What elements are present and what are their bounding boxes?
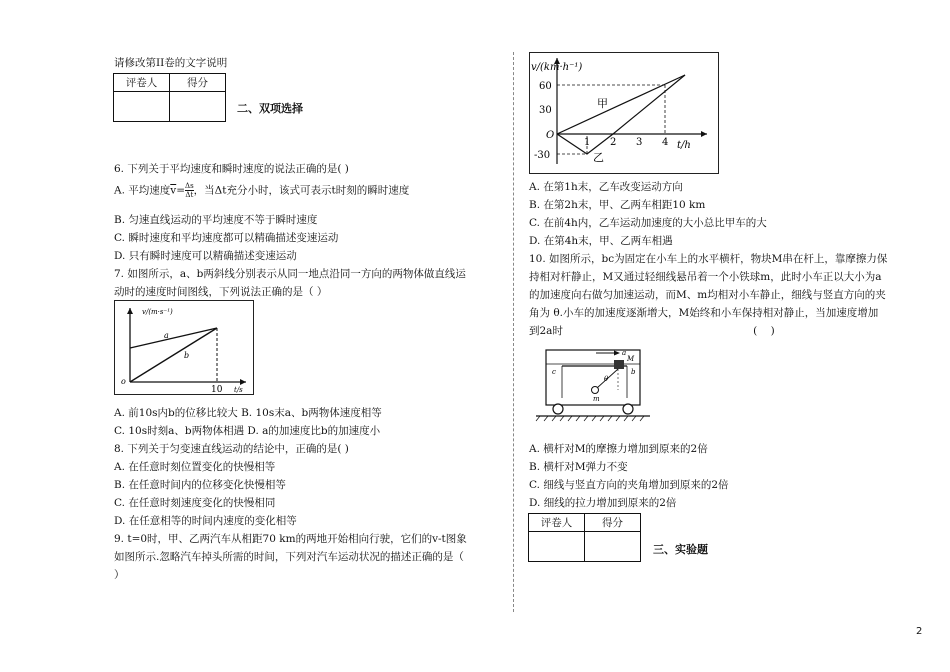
q8-option-d: D. 在任意相等的时间内速度的变化相等 <box>114 515 297 527</box>
q7-xtick-10: 10 <box>211 385 223 395</box>
q6-option-a <box>114 182 409 199</box>
q10-option-d: D. 细线的拉力增加到原来的2倍 <box>529 497 677 509</box>
q9-option-c: C. 在前4h内，乙车运动加速度的大小总比甲车的大 <box>529 217 767 229</box>
q6-option-b: B. 匀速直线运动的平均速度不等于瞬时速度 <box>114 214 318 226</box>
q9-ytick-neg30: -30 <box>534 150 551 161</box>
q6-option-c: C. 瞬时速度和平均速度都可以精确描述变速运动 <box>114 232 339 244</box>
q6-a-eq: = <box>176 184 186 197</box>
q10-label-a: a <box>622 349 627 357</box>
grader-label: 评卷人 <box>529 514 585 532</box>
q10-label-c: c <box>552 368 556 376</box>
q6-a-fraction <box>185 182 194 199</box>
q7-label-a: a <box>164 331 169 340</box>
q8-option-b: B. 在任意时间内的位移变化快慢相等 <box>114 479 286 491</box>
q9-xlabel: t/h <box>677 140 691 151</box>
q10-option-b: B. 横杆对M弹力不变 <box>529 461 628 473</box>
q9-label-jia: 甲 <box>597 97 608 110</box>
q6-a-prefix: A. 平均速度 <box>114 184 171 197</box>
section-note: 请修改第II卷的文字说明 <box>114 57 228 69</box>
q8-option-c: C. 在任意时刻速度变化的快慢相同 <box>114 497 276 509</box>
q9-ytick-30: 30 <box>539 105 552 116</box>
q9-ylabel: v/(km·h⁻¹) <box>531 62 583 73</box>
q7-options-cd: C. 10s时刻a、b两物体相遇 D. a的加速度比b的加速度小 <box>114 425 381 437</box>
q9-stem-2: 如图所示.忽略汽车掉头所需的时间，下列对汽车运动状况的描述正确的是（ <box>114 551 464 563</box>
grader-cell[interactable] <box>114 92 170 122</box>
q9-origin: O <box>546 130 555 141</box>
q9-option-b: B. 在第2h末，甲、乙两车相距10 km <box>529 199 706 211</box>
q10-stem-5: 到2a时 ( ) <box>529 325 775 337</box>
q9-ytick-60: 60 <box>539 81 552 92</box>
section-title-3: 三、实验题 <box>653 543 708 556</box>
q7-options-ab: A. 前10s内b的位移比较大 B. 10s末a、b两物体速度相等 <box>114 407 382 419</box>
q10-block-M <box>614 360 624 369</box>
q9-option-d: D. 在第4h末，甲、乙两车相遇 <box>529 235 673 247</box>
q10-option-a: A. 横杆对M的摩擦力增加到原来的2倍 <box>529 443 708 455</box>
q10-cart-figure <box>534 340 652 422</box>
grader-label: 评卷人 <box>114 74 170 92</box>
q10-stem-4: 角为 θ.小车的加速度逐渐增大，M始终和小车保持相对静止，当加速度增加 <box>529 307 879 319</box>
score-label: 得分 <box>170 74 226 92</box>
q10-label-theta: θ <box>604 375 609 383</box>
grader-table-1 <box>113 73 226 122</box>
q6-a-num: Δs <box>185 182 194 190</box>
q7-xlabel: t/s <box>234 386 243 394</box>
q9-label-yi: 乙 <box>593 151 604 164</box>
q6-option-d: D. 只有瞬时速度可以精确描述变速运动 <box>114 250 297 262</box>
q6-a-v: $\overline{v}$ <box>170 184 177 197</box>
q9-stem-3: ） <box>114 569 125 581</box>
q9-stem-1: 9. t=0时，甲、乙两汽车从相距70 km的两地开始相向行驶，它们的v-t图象 <box>114 533 467 545</box>
q10-label-M: M <box>627 355 635 363</box>
q9-xtick-1: 1 <box>584 137 591 148</box>
q9-xtick-2: 2 <box>610 137 617 148</box>
q8-option-a: A. 在任意时刻位置变化的快慢相等 <box>114 461 276 473</box>
grader-cell[interactable] <box>529 532 585 562</box>
score-label: 得分 <box>585 514 641 532</box>
q9-option-a: A. 在第1h末，乙车改变运动方向 <box>529 181 683 193</box>
q10-option-c: C. 细线与竖直方向的夹角增加到原来的2倍 <box>529 479 729 491</box>
q10-label-m: m <box>593 395 600 403</box>
q6-stem: 6. 下列关于平均速度和瞬时速度的说法正确的是( ) <box>114 163 349 175</box>
grader-table-2 <box>528 513 641 562</box>
q10-stem-3: 的加速度向右做匀加速运动，而M、m均相对小车静止，细线与竖直方向的夹 <box>529 289 886 301</box>
column-divider <box>513 52 514 612</box>
q7-ylabel: v/(m·s⁻¹) <box>142 308 173 316</box>
q7-label-b: b <box>184 351 190 360</box>
q7-stem-2: 动时的速度时间图线，下列说法正确的是（ ） <box>114 286 328 298</box>
q7-origin: o <box>121 377 126 386</box>
q9-xtick-3: 3 <box>636 137 643 148</box>
score-cell[interactable] <box>170 92 226 122</box>
q10-stem-1: 10. 如图所示，bc为固定在小车上的水平横杆，物块M串在杆上，靠摩擦力保 <box>529 253 888 265</box>
q7-vt-graph <box>114 300 254 395</box>
q7-stem-1: 7. 如图所示，a、b两斜线分别表示从同一地点沿同一方向的两物体做直线运 <box>114 268 466 280</box>
q9-xtick-4: 4 <box>662 137 669 148</box>
q6-a-den: Δt <box>185 191 194 199</box>
q10-stem-2: 持相对杆静止，M又通过轻细线悬吊着一个小铁球m，此时小车正以大小为a <box>529 271 882 283</box>
section-title-2: 二、双项选择 <box>237 102 303 115</box>
q10-ball-m <box>592 387 599 394</box>
score-cell[interactable] <box>585 532 641 562</box>
q10-label-b: b <box>631 368 636 376</box>
page-number: 2 <box>916 626 923 637</box>
q8-stem: 8. 下列关于匀变速直线运动的结论中，正确的是( ) <box>114 443 349 455</box>
q9-vt-graph <box>529 52 719 174</box>
q6-a-suffix: ，当Δt充分小时，该式可表示t时刻的瞬时速度 <box>193 184 410 197</box>
